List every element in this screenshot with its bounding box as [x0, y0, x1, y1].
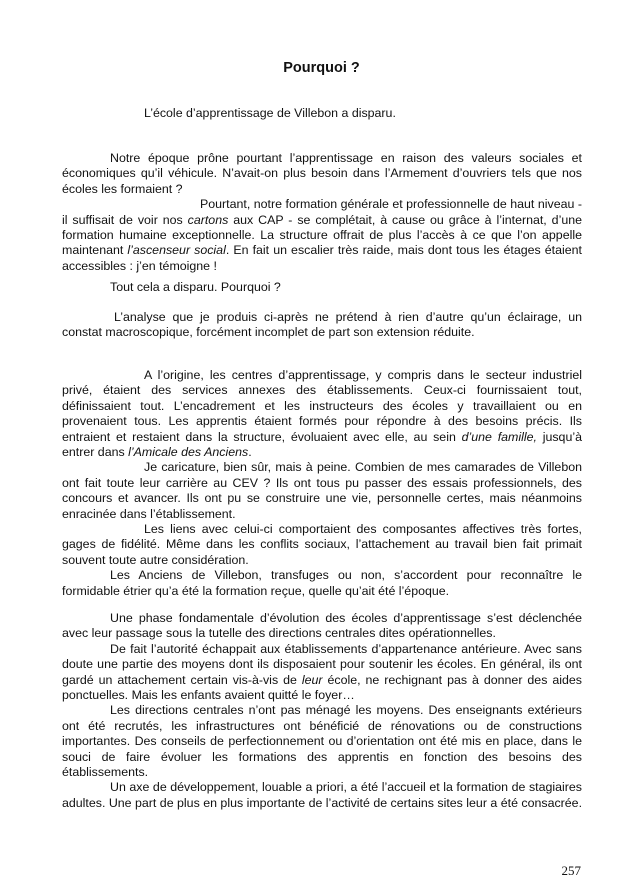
paragraph: Un axe de développement, louable a priori, a été l’accueil et la formation de stagiaires adultes. Une part de plus en plus importante de l’activité de certains sites leur a été consacrée.: [62, 780, 583, 810]
subtitle: L’école d’apprentissage de Villebon a disparu.: [144, 106, 396, 120]
page-title: Pourquoi ?: [283, 60, 360, 76]
paragraph: L’analyse que je produis ci-après ne prétend à rien d’autre qu’un éclairage, un constat macroscopique, forcément incomplet de part son extension réduite.: [62, 310, 582, 340]
paragraph: A l’origine, les centres d’apprentissage, y compris dans le secteur industriel privé, étaient des services annexes des établissements. Ceux-ci fournissaient tout, définissaient tout. L’encadrement et les instructeurs des écoles y travaillaient ou en provenaient tous. Les apprentis étaient formés pour répondre à des besoins précis. Ils entraient et restaient dans la structure, évoluaient avec elle, au sein d’une famille, jusqu’à entrer dans l’Amicale des Anciens.: [62, 368, 582, 460]
paragraph: Les Anciens de Villebon, transfuges ou non, s’accordent pour reconnaître le formidable étrier qu’a été la formation reçue, quelle qu’ait été l’époque.: [62, 568, 582, 598]
paragraph: Les liens avec celui-ci comportaient des composantes affectives très fortes, gages de fidélité. Même dans les conflits sociaux, l’attachement au travail bien fait primait souvent toute autre considération.: [62, 522, 582, 567]
paragraph: De fait l’autorité échappait aux établissements d’appartenance antérieure. Avec sans doute une partie des moyens dont ils disposaient pour soutenir les écoles. En général, ils ont gardé un attachement certain vis-à-vis de leur école, ne rechignant pas à donner des aides ponctuelles. Mais les enfants avaient quitté le foyer…: [62, 641, 582, 703]
page-number: 257: [561, 863, 581, 878]
paragraph: Notre époque prône pourtant l’apprentissage en raison des valeurs sociales et économiques qu’il véhicule. N’avait-on plus besoin dans l’Armement d’ouvriers tels que nos écoles les formaient ?: [62, 151, 582, 196]
section-1: [62, 151, 582, 274]
paragraph: Je caricature, bien sûr, mais à peine. Combien de mes camarades de Villebon ont fait toute leur carrière au CEV ? Ils ont tous pu passer des essais professionnels, des concours et avancer. Ils ont pu se construire une vie, personnelle certes, mais néanmoins enracinée dans l’établissement.: [62, 460, 582, 521]
section-2: [62, 368, 582, 599]
analyse-paragraph: [62, 310, 582, 341]
paragraph: Une phase fondamentale d’évolution des écoles d’apprentissage s’est déclenchée avec leur passage sous la tutelle des directions centrales dites opérationnelles.: [62, 611, 582, 641]
paragraph: Pourtant, notre formation générale et professionnelle de haut niveau - il suffisait de voir nos cartons aux CAP - se complétait, à cause ou grâce à l’internat, d’une formation humaine exceptionnelle. La structure offrait de plus l’accès à ce que l’on appelle maintenant l’ascenseur social. En fait un escalier très raide, mais dont tous les étages étaient accessibles : j’en témoigne !: [62, 197, 582, 273]
section-3: [62, 611, 582, 811]
paragraph: Tout cela a disparu. Pourquoi ?: [110, 280, 281, 294]
paragraph: Les directions centrales n’ont pas ménagé les moyens. Des enseignants extérieurs ont été recrutés, les infrastructures ont bénéficié de rénovations ou de constructions importantes. Des conseils de perfectionnement ou d’orientation ont été mis en place, dans le souci de faire évoluer les formations des apprentis en fonction des besoins des établissements.: [62, 703, 582, 780]
